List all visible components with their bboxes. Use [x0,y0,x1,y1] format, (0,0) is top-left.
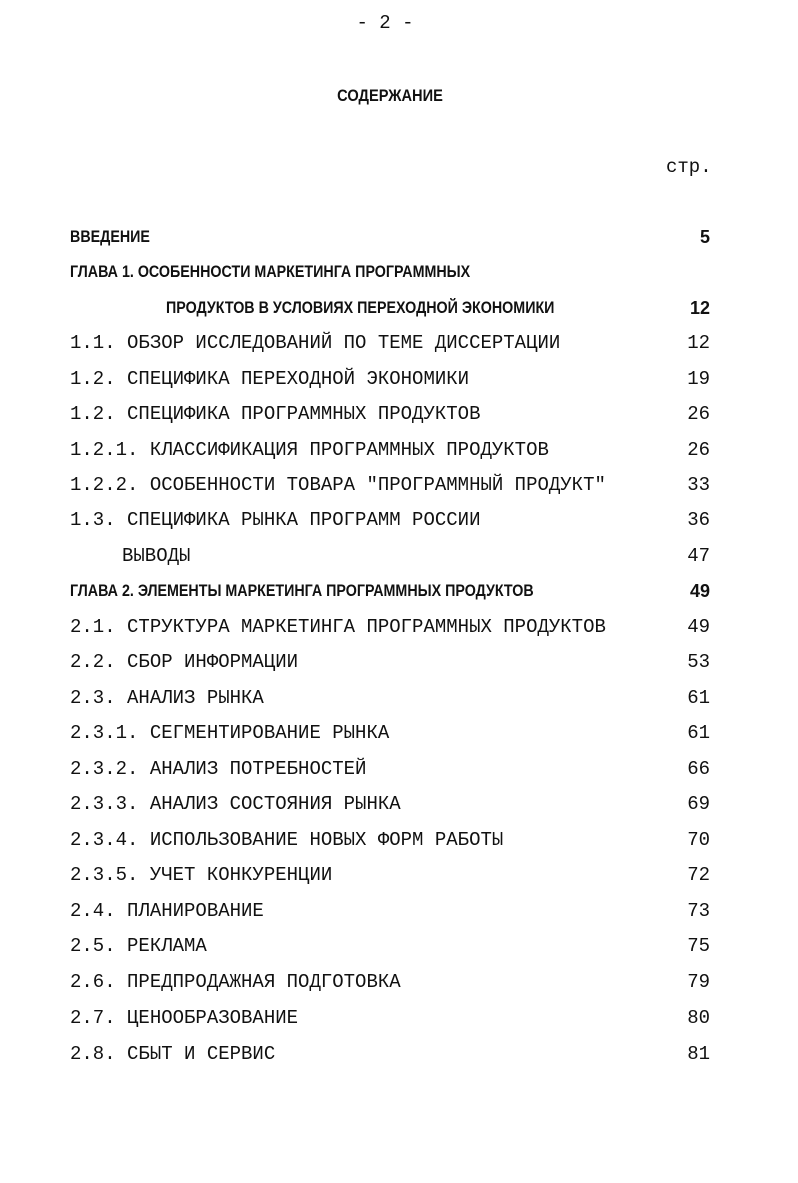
toc-entry-text: 1.1. ОБЗОР ИССЛЕДОВАНИЙ ПО ТЕМЕ ДИССЕРТАЦИИ [70,332,561,354]
toc-entry-text: 2.3. АНАЛИЗ РЫНКА [70,687,264,709]
toc-entry [70,825,710,855]
toc-entry-chapter-1-cont [70,293,710,323]
toc-entry [70,754,710,784]
toc-entry-text: 1.2. СПЕЦИФИКА ПЕРЕХОДНОЙ ЭКОНОМИКИ [70,368,470,390]
toc-entry [70,1003,710,1033]
toc-entry-page: 80 [687,1007,710,1029]
toc-entry-text: 2.3.4. ИСПОЛЬЗОВАНИЕ НОВЫХ ФОРМ РАБОТЫ [70,829,504,851]
toc-entry-page: 72 [687,864,710,886]
toc-entry-page: 33 [687,474,710,496]
toc-entry-text: 2.3.5. УЧЕТ КОНКУРЕНЦИИ [70,864,333,886]
toc-entry [70,718,710,748]
toc-entry-page: 73 [687,900,710,922]
toc-entry-page: 75 [687,935,710,957]
toc-entry-page: 47 [687,545,710,567]
toc-entry-text: 2.1. СТРУКТУРА МАРКЕТИНГА ПРОГРАММНЫХ ПРОДУКТОВ [70,616,606,638]
toc-entry-page: 79 [687,971,710,993]
toc-entry [70,789,710,819]
toc-entry [70,860,710,890]
toc-entry-page: 49 [687,616,710,638]
toc-entry-text: 2.3.3. АНАЛИЗ СОСТОЯНИЯ РЫНКА [70,793,401,815]
toc-entry-text: ВЫВОДЫ [122,545,191,567]
toc-entry-text: ВВЕДЕНИЕ [70,227,150,246]
toc-entry-text: 2.7. ЦЕНООБРАЗОВАНИЕ [70,1007,299,1029]
page-title: СОДЕРЖАНИЕ [337,86,443,105]
toc-entry-page: 26 [687,439,710,461]
toc-entry-page: 81 [687,1043,710,1065]
toc-entry [70,1039,710,1069]
toc-entry [70,328,710,358]
toc-entry [70,364,710,394]
toc-entry-page: 61 [687,687,710,709]
toc-entry-page: 66 [687,758,710,780]
toc-entry-page: 36 [687,509,710,531]
toc-entry-page: 70 [687,829,710,851]
toc-entry-text: 1.2.1. КЛАССИФИКАЦИЯ ПРОГРАММНЫХ ПРОДУКТОВ [70,439,549,461]
toc-entry [70,896,710,926]
toc-entry [70,967,710,997]
toc-entry [70,931,710,961]
toc-entry-introduction [70,222,710,252]
toc-entry-text: 2.6. ПРЕДПРОДАЖНАЯ ПОДГОТОВКА [70,971,401,993]
toc-entry-chapter-1 [70,257,710,287]
toc-entry [70,505,710,535]
toc-entry-page: 61 [687,722,710,744]
toc-entry [70,399,710,429]
page-column-label: стр. [666,156,712,178]
toc-entry-chapter-2 [70,576,710,606]
toc-entry-page: 5 [699,227,710,247]
toc-entry [70,612,710,642]
toc-entry-text: 1.2. СПЕЦИФИКА ПРОГРАММНЫХ ПРОДУКТОВ [70,403,481,425]
toc-entry-page: 19 [687,368,710,390]
toc-entry-text: ГЛАВА 1. ОСОБЕННОСТИ МАРКЕТИНГА ПРОГРАММНЫХ [70,262,471,281]
toc-entry-text: 2.3.2. АНАЛИЗ ПОТРЕБНОСТЕЙ [70,758,367,780]
toc-entry-page: 49 [689,581,710,601]
toc-entry-page: 69 [687,793,710,815]
toc-entry-text: 1.2.2. ОСОБЕННОСТИ ТОВАРА "ПРОГРАММНЫЙ ПРОДУКТ" [70,474,606,496]
toc-entry-page: 26 [687,403,710,425]
toc-entry-page: 53 [687,651,710,673]
toc-entry-text: 2.8. СБЫТ И СЕРВИС [70,1043,276,1065]
toc-entry-page: 12 [689,298,710,318]
toc-entry-text: 2.2. СБОР ИНФОРМАЦИИ [70,651,299,673]
toc-entry-text: 1.3. СПЕЦИФИКА РЫНКА ПРОГРАММ РОССИИ [70,509,481,531]
toc-entry-text: 2.4. ПЛАНИРОВАНИЕ [70,900,264,922]
toc-entry-page: 12 [687,332,710,354]
page-number: - 2 - [356,12,414,34]
toc-entry [70,683,710,713]
toc-entry-conclusions [70,541,710,571]
toc-entry [70,435,710,465]
toc-entry [70,470,710,500]
toc-entry-text: ПРОДУКТОВ В УСЛОВИЯХ ПЕРЕХОДНОЙ ЭКОНОМИКИ [166,298,555,317]
toc-entry-text: ГЛАВА 2. ЭЛЕМЕНТЫ МАРКЕТИНГА ПРОГРАММНЫХ ПРОДУКТОВ [70,581,534,600]
toc-entry-text: 2.3.1. СЕГМЕНТИРОВАНИЕ РЫНКА [70,722,390,744]
toc-entry-text: 2.5. РЕКЛАМА [70,935,207,957]
toc-entry [70,647,710,677]
